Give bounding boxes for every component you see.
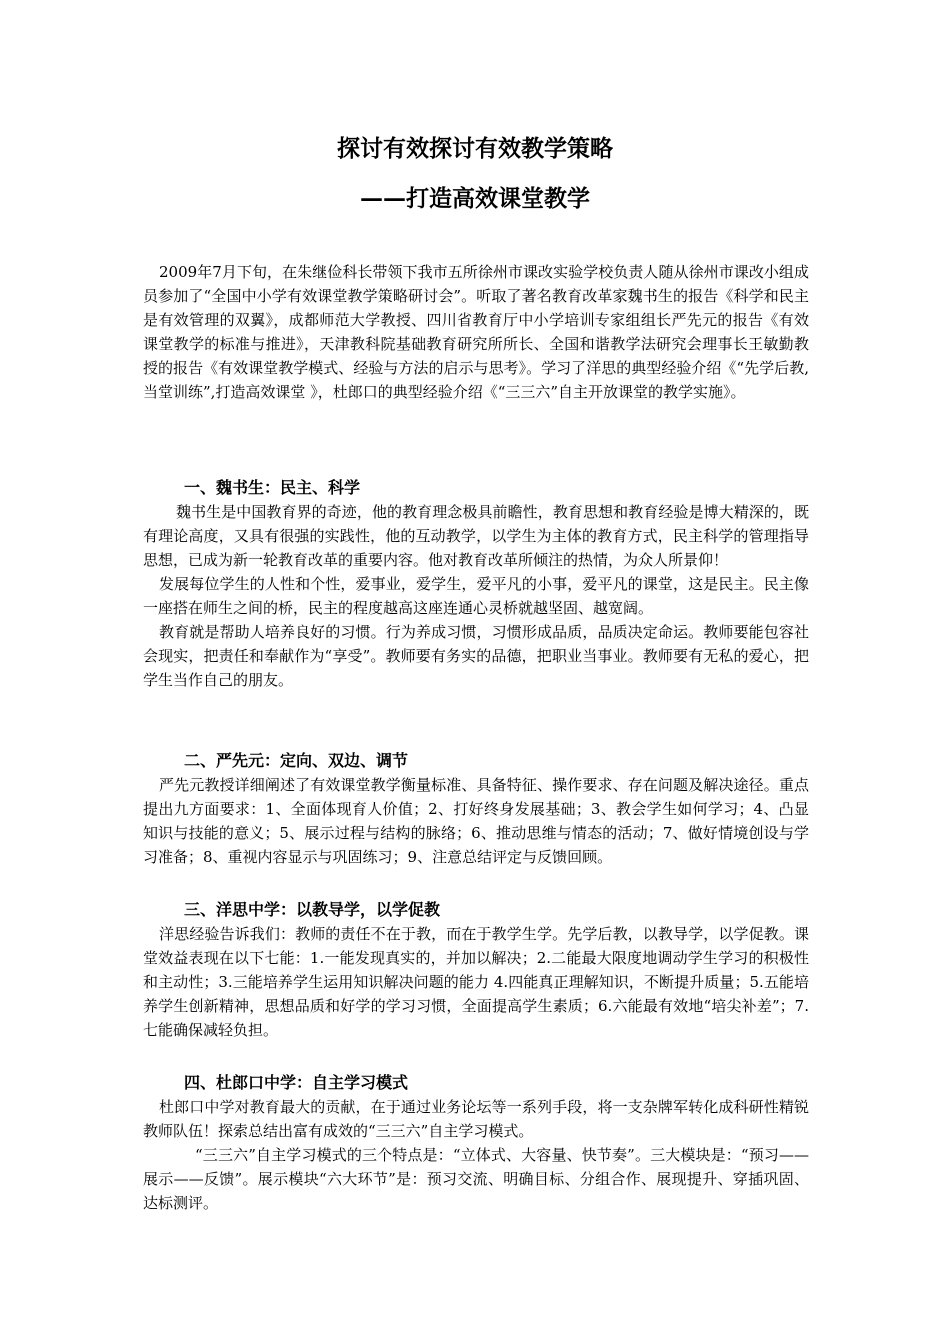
section-body-3 xyxy=(143,922,809,1042)
section-1-paragraph-1: 魏书生是中国教育界的奇迹，他的教育理念极具前瞻性，教育思想和教育经验是博大精深的，既有理论高度，又具有很强的实践性，他的互动教学，以学生为主体的教育方式，民主科学的管理指导思想，已成为新一轮教育改革的重要内容。他对教育改革所倾注的热情，为众人所景仰！ xyxy=(143,503,809,569)
document-title: 探讨有效探讨有效教学策略 xyxy=(337,135,613,162)
section-1-paragraph-3: 教育就是帮助人培养良好的习惯。行为养成习惯，习惯形成品质，品质决定命运。教师要能包容社会现实，把责任和奉献作为“享受”。教师要有务实的品德，把职业当事业。教师要有无私的爱心，把学生当作自己的朋友。 xyxy=(143,623,809,689)
intro-paragraph: 2009年7月下旬，在朱继俭科长带领下我市五所徐州市课改实验学校负责人随从徐州市课改小组成员参加了“全国中小学有效课堂教学策略研讨会”。听取了著名教育改革家魏书生的报告《科学和民主是有效管理的双翼》，成都师范大学教授、四川省教育厅中小学培训专家组组长严先元的报告《有效课堂教学的标准与推进》，天津教科院基础教育研究所所长、全国和谐教学法研究会理事长王敏勤教授的报告《有效课堂教学模式、经验与方法的启示与思考》。学习了洋思的典型经验介绍《“先学后教,当堂训练”,打造高效课堂 》，杜郎口的典型经验介绍《“三三六”自主开放课堂的教学实施》。 xyxy=(143,263,809,401)
section-2-paragraph-1: 严先元教授详细阐述了有效课堂教学衡量标准、具备特征、操作要求、存在问题及解决途径。重点提出九方面要求：1、全面体现育人价值；2、打好终身发展基础；3、教会学生如何学习；4、凸显知识与技能的意义；5、展示过程与结构的脉络；6、推动思维与情态的活动；7、做好情境创设与学习准备；8、重视内容显示与巩固练习；9、注意总结评定与反馈回顾。 xyxy=(143,776,809,866)
section-heading-1: 一、魏书生：民主、科学 xyxy=(184,478,361,497)
document-subtitle: ——打造高效课堂教学 xyxy=(360,185,590,212)
section-1-paragraph-2: 发展每位学生的人性和个性，爱事业，爱学生，爱平凡的小事，爱平凡的课堂，这是民主。民主像一座搭在师生之间的桥，民主的程度越高这座连通心灵桥就越坚固、越宽阔。 xyxy=(143,575,809,617)
section-4-paragraph-2: “三三六”自主学习模式的三个特点是：“立体式、大容量、快节奏”。三大模块是：“预习——展示——反馈”。展示模块“六大环节”是：预习交流、明确目标、分组合作、展现提升、穿插巩固、达标测评。 xyxy=(143,1146,809,1212)
section-heading-4: 四、杜郎口中学：自主学习模式 xyxy=(184,1073,409,1092)
section-body-1 xyxy=(143,500,809,692)
section-heading-3: 三、洋思中学：以教导学，以学促教 xyxy=(184,900,441,919)
section-body-2 xyxy=(143,773,809,869)
section-4-paragraph-1: 杜郎口中学对教育最大的贡献，在于通过业务论坛等一系列手段，将一支杂牌军转化成科研性精锐教师队伍！探索总结出富有成效的“三三六”自主学习模式。 xyxy=(143,1098,809,1140)
section-heading-2: 二、严先元：定向、双边、调节 xyxy=(184,751,409,770)
section-body-4 xyxy=(143,1095,809,1215)
section-3-paragraph-1: 洋思经验告诉我们：教师的责任不在于教，而在于教学生学。先学后教，以教导学，以学促教。课堂效益表现在以下七能：1.一能发现真实的，并加以解决；2.二能最大限度地调动学生学习的积极性和主动性；3.三能培养学生运用知识解决问题的能力 4.四能真正理解知识，不断提升质量；5.五能培养学生创新精神，思想品质和好学的学习习惯，全面提高学生素质；6.六能最有效地“培尖补差”；7.七能确保减轻负担。 xyxy=(143,925,809,1039)
intro-paragraph-block xyxy=(143,260,809,404)
